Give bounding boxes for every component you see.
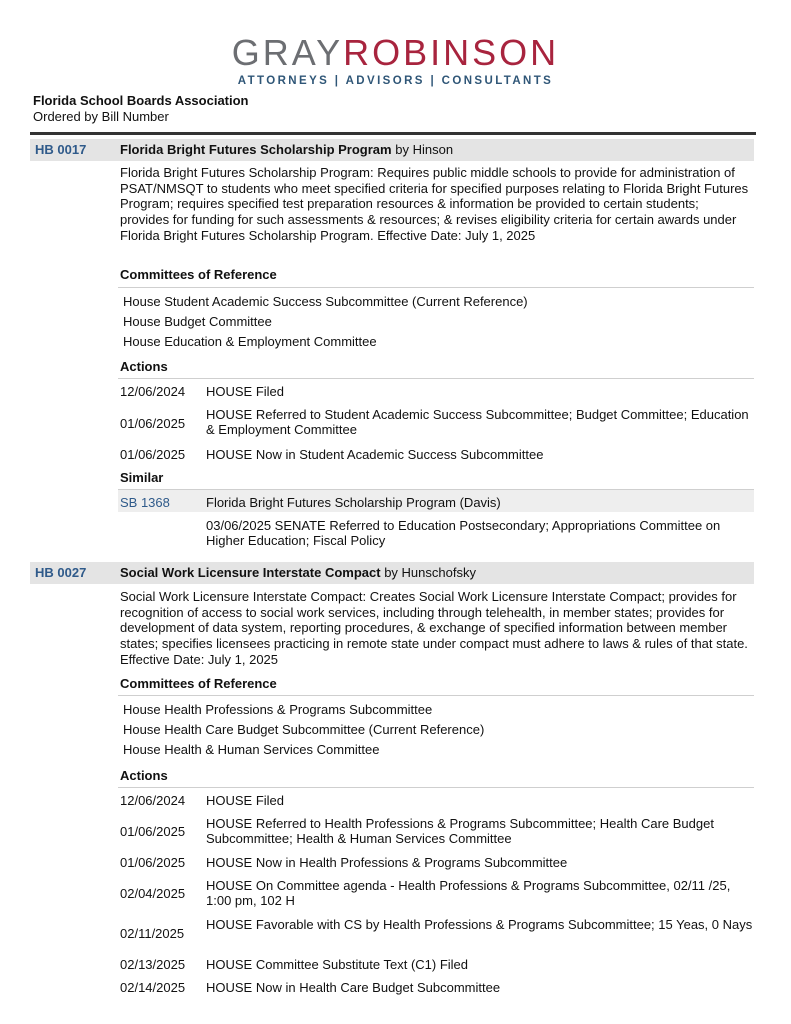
bill-header	[30, 562, 754, 584]
action-text: HOUSE Now in Health Care Budget Subcommittee	[206, 980, 501, 995]
actions-heading: Actions	[120, 768, 168, 783]
similar-heading: Similar	[120, 470, 164, 485]
committee-item: House Student Academic Success Subcommittee (Current Reference)	[123, 294, 528, 309]
bill-summary: Social Work Licensure Interstate Compact: Creates Social Work Licensure Interstate Compact; provides for recognition of access to social work services, including through telehealth, in member states; provides for development of data system, reporting procedures, & exchange of specified information between member states; specifies licensees practicing in remote state under compact must adhere to laws & rules of that state. Effective Date: July 1, 2025	[120, 589, 748, 667]
committee-item: House Budget Committee	[123, 314, 272, 329]
committees-heading: Committees of Reference	[120, 267, 277, 282]
action-date: 02/13/2025	[120, 957, 186, 972]
logo-name-red: ROBINSON	[343, 32, 560, 73]
logo-name-gray: GRAY	[231, 32, 344, 73]
similar-bill-link[interactable]: SB 1368	[120, 495, 170, 510]
bill-header	[30, 139, 754, 161]
header-divider	[30, 132, 756, 135]
action-date: 02/14/2025	[120, 980, 186, 995]
action-text: HOUSE On Committee agenda - Health Professions & Programs Subcommittee, 02/11 /25, 1:00 pm, 102 H	[206, 878, 731, 909]
action-date: 01/06/2025	[120, 824, 186, 839]
action-date: 12/06/2024	[120, 384, 186, 399]
section-divider	[118, 695, 754, 696]
by-label: by	[395, 142, 409, 157]
action-text: HOUSE Now in Student Academic Success Subcommittee	[206, 447, 544, 462]
action-text: HOUSE Referred to Student Academic Success Subcommittee; Budget Committee; Education & Employment Committee	[206, 407, 749, 438]
bill-sponsor: Hunschofsky	[401, 565, 476, 580]
committee-item: House Health & Human Services Committee	[123, 742, 380, 757]
committees-heading: Committees of Reference	[120, 676, 277, 691]
bill-title-text: Social Work Licensure Interstate Compact	[120, 565, 381, 580]
report-organization: Florida School Boards Association	[33, 93, 249, 108]
action-date: 12/06/2024	[120, 793, 186, 808]
firm-logo-name	[0, 33, 791, 73]
action-text: HOUSE Favorable with CS by Health Professions & Programs Subcommittee; 15 Yeas, 0 Nays	[206, 917, 753, 932]
bill-number-link[interactable]: HB 0027	[35, 565, 87, 580]
committee-item: House Education & Employment Committee	[123, 334, 377, 349]
bill-title	[120, 562, 476, 584]
bill-sponsor: Hinson	[412, 142, 454, 157]
similar-bill-title: Florida Bright Futures Scholarship Program (Davis)	[206, 495, 501, 510]
action-text: HOUSE Now in Health Professions & Programs Subcommittee	[206, 855, 568, 870]
action-text: HOUSE Filed	[206, 384, 285, 399]
bill-title	[120, 139, 453, 161]
action-text: HOUSE Committee Substitute Text (C1) Filed	[206, 957, 469, 972]
firm-tagline: ATTORNEYS | ADVISORS | CONSULTANTS	[237, 75, 554, 87]
report-sort-order: Ordered by Bill Number	[33, 109, 169, 124]
section-divider	[118, 287, 754, 288]
action-text: HOUSE Referred to Health Professions & Programs Subcommittee; Health Care Budget Subcommittee; Health & Human Services Committee	[206, 816, 714, 847]
similar-bill-status: 03/06/2025 SENATE Referred to Education Postsecondary; Appropriations Committee on Higher Education; Fiscal Policy	[206, 518, 721, 549]
action-date: 01/06/2025	[120, 855, 186, 870]
actions-heading: Actions	[120, 359, 168, 374]
bill-title-text: Florida Bright Futures Scholarship Program	[120, 142, 392, 157]
section-divider	[118, 787, 754, 788]
committee-item: House Health Professions & Programs Subcommittee	[123, 702, 433, 717]
action-date: 02/11/2025	[120, 926, 185, 941]
bill-summary: Florida Bright Futures Scholarship Program: Requires public middle schools to provide for administration of PSAT/NMSQT to students who meet specified criteria for specified purposes relating to Florida Bright Futures Program; requires specified test preparation resources & information be provided to certain students; provides for funding for such assessments & resources; & revises eligibility criteria for certain awards under Florida Bright Futures Scholarship Program. Effective Date: July 1, 2025	[120, 165, 749, 243]
action-date: 01/06/2025	[120, 447, 186, 462]
by-label: by	[384, 565, 398, 580]
action-text: HOUSE Filed	[206, 793, 285, 808]
bill-number-link[interactable]: HB 0017	[35, 142, 87, 157]
committee-item: House Health Care Budget Subcommittee (Current Reference)	[123, 722, 485, 737]
section-divider	[118, 378, 754, 379]
action-date: 02/04/2025	[120, 886, 186, 901]
firm-logo	[0, 33, 791, 89]
action-date: 01/06/2025	[120, 416, 186, 431]
